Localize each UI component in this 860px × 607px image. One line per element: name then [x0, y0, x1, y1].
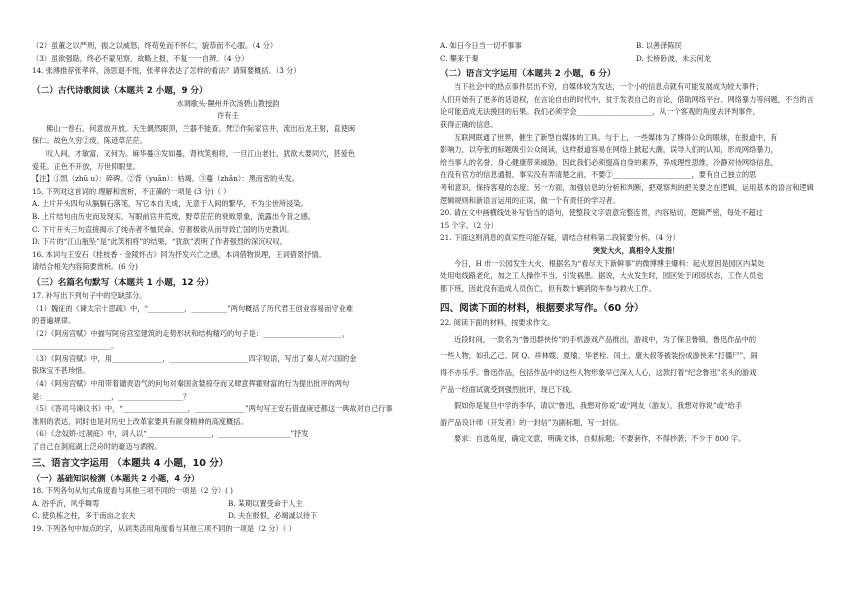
paragraph-line: 逻辑规则和新语言运用的正误，做一个有责任的学习者。 — [440, 195, 620, 205]
question-16: 16. 本词与王安石《桂枝香 · 金陵怀古》同为抒发兴亡之感，本词借物说理，王词借景抒情。 — [32, 249, 326, 259]
part-title: 三、语言文字运用 （本题共 4 小题，10 分） — [32, 457, 229, 469]
option: A. 上片开头四句从膈膈石落笔，写它本自天成，无意于人间的繁华，不为尘世所浸染。 — [32, 199, 308, 209]
option-row — [32, 498, 424, 511]
poem-line: 叹人间，才敏富，又何为。麻华蔓③发如蔓，肾枕笑相将，一旦江山老壮，犹欲大要同穴，甚爱色 — [46, 148, 356, 158]
news-line: 处用电线路老化，加之工人操作不当，引发祸患。据说，大火发生时，园区处于闭园状态，工作人员也 — [440, 271, 764, 281]
question-line: 是：__________________，__________________？ — [32, 391, 191, 401]
question-line: 14. 张溥推荐张孝祥，汤思退不悦，张孝祥表达了怎样的看法？请简要概括。（3 分） — [32, 66, 301, 76]
paragraph-line: 给当事人的名誉、身心健康带来威胁。因此我们必须提高自身的素养，养成理性思维，冷静对待网络信息， — [440, 157, 778, 167]
paragraph-line: 获得正确的信息。 — [440, 119, 498, 129]
question-19: 19. 下列各句中加点的字，从词类活用角度看与其他三项不同的一项是（2 分）（ ） — [32, 523, 296, 533]
question-line: （1）魏征的《谏太宗十思疏》中，“__________，__________”两句概括了历代君王创业容易而守业难 — [32, 303, 353, 313]
poem-title: 水调歌头·隰州并次汤碧山教授韵 — [176, 98, 280, 108]
question-line: （2）虽董之以严刑，振之以威怒，终苟免而不怀仁，貌恭而不心服。（4 分） — [32, 41, 278, 50]
option-row — [440, 40, 832, 53]
poem-line: 爱花。正色不开放，万世仰眼堂。 — [32, 161, 140, 171]
option: D. 夫在报恨，必竭诚以待下 — [228, 511, 318, 521]
option: C. 攀来于秦 — [440, 53, 479, 63]
option: B. 上片结句由历史而及现实，写眼前宫井荒废，野草茫茫的衰败景象，流露出今昔之感。 — [32, 211, 315, 221]
poem-line: 佛山一卷石，何意放开放。天生偶然眼顶，兰器不能查。梵②作际家宫井，流出后龙王射，直使闽 — [46, 123, 356, 133]
question-line: 准则的表达，同时也是对历史上改革家要具有献身精神的高度概括。 — [32, 416, 248, 426]
paragraph-line: 互联网联通了世界，催生了新型自媒体的工具。与于上，一些媒体为了博得公众的眼球，在报道中，有 — [454, 132, 778, 142]
essay-line: 一些人物，如孔乙己、阿 Q、祥林嫂、夏瑜、华老栓、闰土、康大叔等被装扮成游侠来“打僵尸”，闹 — [440, 351, 758, 361]
section-title: （二）语言文字运用（本题共 2 小题，6 分） — [440, 69, 616, 80]
subsection-title: （一）基础知识检测（本题共 2 小题，4 分） — [32, 472, 200, 483]
question-21: 21. 下面这则消息的真实性可能存疑，请结合材料第二段简要分析。（4 分） — [440, 233, 680, 243]
news-line: 都下班，因此没有造成人员伤亡，但有数十辆消防车参与救火工作。 — [440, 283, 656, 293]
option-row — [440, 53, 832, 66]
news-title: 突发大火，真相令人发指！ — [592, 245, 680, 255]
question-line: 的普遍规律。 — [32, 316, 76, 326]
option: D. 长桥卧波，未云何龙 — [636, 53, 711, 63]
question-line: 了自己在洞庭湖上泛舟时的豪迈与洒脱。 — [32, 442, 162, 452]
question-20: 15 个字。（2 分） — [440, 220, 498, 230]
question-22: 22. 阅读下面的材料，按要求作文。 — [440, 318, 555, 328]
question-line: （5）《答司马谏议书》中，“__________________，______________”两句写王安石借盘庚迁都这一典故对自己行事 — [32, 404, 393, 414]
essay-line: 产品一经面试就受到强烈批评，现已下线。 — [440, 384, 577, 394]
poem-line: 保仁。故色久穷②废，陈迹草茫茫。 — [32, 136, 148, 146]
paragraph-line: 人们开始有了更多的话语权，在言论自由的时代中，贫于发表自己的言论，借助网络平台、网络暴力等问题，不当的言 — [440, 94, 814, 104]
question-17: 17. 补写出下列句子中的空缺部分。 — [32, 290, 147, 300]
option: A. 浴乎沂，风乎舞雩 — [32, 498, 100, 508]
option: C. 使负栋之柱，多于南亩之农夫 — [32, 511, 136, 521]
option: C. 下片开头三句直接揭示了纯赤者不恤民命、穷奢极欲从而导致亡国的历史教训。 — [32, 224, 294, 234]
part-title: 四、阅读下面的材料，根据要求写作。（60 分） — [440, 303, 644, 315]
question-line: （3）《阿房宫赋》中，用______________，______________________四字短语，写出了秦人对六国的金 — [32, 353, 357, 363]
essay-line: 近段时间，一款名为“鲁迅群侠传”的手机游戏产品推出，游戏中，为了保卫鲁镇，鲁迅作品中的 — [454, 334, 757, 344]
paragraph-line: 在没有官方的信息通报，事实没有弄清楚之前，不要②______________________，要有自己独立的思 — [440, 170, 757, 180]
poem-author: 许有壬 — [217, 111, 239, 121]
question-15: 15. 下列对这首词的 理解和赏析，不正确的一项是 (3 分)（ ） — [32, 186, 231, 196]
essay-line: 假如你是复旦中学的李华，请以“鲁迅，我想对你说”或“网友（游友），我想对你说”或“给手 — [454, 401, 742, 411]
option: A. 如日今日当一切不事事 — [440, 41, 522, 50]
question-line: （4）《阿房宫赋》中用带着谴责语气的问句对秦国贪婪掠夺而又肆意挥霍财富的行为提出批评的两句 — [32, 379, 350, 389]
section-title: （三）名篇名句默写（本题共 1 小题，12 分） — [32, 277, 214, 288]
paragraph-line: 考和意识，保持客观的态度；另一方面，加强信息的分析和判断，把观察判的把关要之在逻辑，运用基本的语言和逻辑 — [440, 182, 814, 192]
option: B. 某期以置受命于人主 — [228, 498, 303, 508]
question-line: （6）《念奴娇·过洞庭》中，词人以“__________________，____________________”抒发 — [32, 429, 309, 439]
section-title: （二）古代诗歌阅读（本题共 2 小题，9 分） — [32, 85, 208, 96]
paragraph-line: 影响力，以夸张的标题吸引公众阅读，这样报道容易在网络上掀起大潮，误导人们的认知，形成网络暴力， — [440, 145, 778, 155]
option-row — [32, 510, 424, 523]
question-16: 请结合相关内容简要赏析。(6 分) — [32, 262, 138, 272]
option: B. 以善泽陈民 — [636, 41, 682, 50]
option: D. 下片的“江山瓶坠”是“此笑相将”的结果，“犹欲”表明了作者强烈的深沉叹叹。 — [32, 237, 287, 247]
question-20: 20. 请在文中画横线处补写恰当的语句，使整段文字语意完整连贯，内容贴切，逻辑严密，每处不超过 — [440, 208, 763, 218]
question-line: 银珠宝不甚珍惜。 — [32, 366, 90, 376]
question-line: （2）《阿房宫赋》中描写阿房宫室建筑的走势形状和结构精巧的句子是：______________________， — [32, 328, 350, 338]
right-column — [440, 40, 832, 446]
news-line: 今日，H 市一公园发生大火，根据名为“看尽天下新鲜事”的微博博主爆料：起火原因是园区内某处 — [454, 258, 765, 268]
essay-requirement: 要求：自选角度，确定文意，明确文体，自拟标题；不要套作，不得抄袭；不少于 800 字。 — [454, 434, 746, 444]
question-line: （3）虽欲强聒，终必不蒙见察，故略上报，不复一一自辨。（4 分） — [32, 53, 249, 63]
left-column — [32, 40, 424, 536]
poem-notes: 【注】①凯（zhū u）：碎碑。②背（yuān）：枯竭。③蔓（zhǎn）：黑而密的头发。 — [32, 174, 299, 184]
essay-line: 得不亦乐乎。鲁迅作品，包括作品中的这些人物形象早已深入人心，这款打着“纪念鲁迅”名头的游戏 — [440, 368, 757, 378]
paragraph-line: 论可能造成无法挽回的后果。我们必须学会_____________________，从一个客观的角度去评判事件， — [440, 107, 760, 117]
essay-line: 游产品设计师（开发者）的一封信”为副标题，写一封信。 — [440, 417, 624, 427]
question-line: ______________________。 — [32, 341, 119, 351]
paragraph-line: 当下社会中的热点事件层出不穷，自媒体较为发达，一个小的信息点就有可能发展成为较大事件； — [454, 82, 764, 92]
question-18: 18. 下列各句从句式角度看与其他三项不同的一项是（2 分）( ) — [32, 486, 233, 496]
